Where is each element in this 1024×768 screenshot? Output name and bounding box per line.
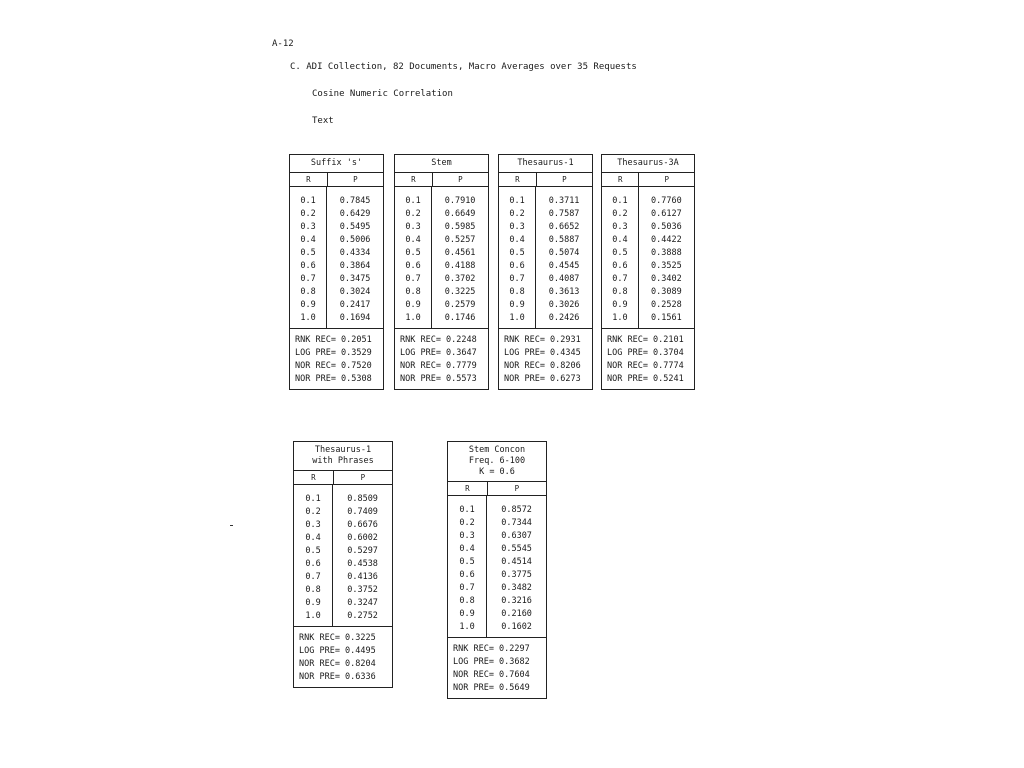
precision-value: 0.1694: [339, 313, 371, 323]
table-suffix-s: [289, 154, 384, 390]
summary-measure: RNK REC= 0.2101: [607, 335, 684, 345]
column-header-p: P: [562, 175, 567, 184]
precision-value: 0.2426: [548, 313, 580, 323]
table-title: [395, 155, 488, 173]
recall-value: 1.0: [509, 313, 525, 323]
recall-value: 0.9: [459, 609, 475, 619]
recall-value: 0.1: [509, 196, 525, 206]
summary-measure: LOG PRE= 0.3682: [453, 657, 530, 667]
precision-value: 0.4514: [501, 557, 532, 567]
column-header-p: P: [664, 175, 669, 184]
table-title: [294, 442, 392, 471]
precision-value: 0.4188: [444, 261, 476, 271]
table-thesaurus-1-phrases: [293, 441, 393, 688]
recall-value: 0.7: [459, 583, 475, 593]
recall-value: 0.5: [459, 557, 475, 567]
subheading: Cosine Numeric Correlation: [312, 89, 453, 99]
precision-value: 0.5545: [501, 544, 532, 554]
recall-value: 0.1: [305, 494, 321, 504]
table-body: [499, 187, 592, 329]
recall-value: 0.6: [509, 261, 525, 271]
recall-value: 0.1: [459, 505, 475, 515]
precision-value: 0.7760: [651, 196, 682, 206]
table-header: [602, 173, 694, 187]
recall-value: 0.6: [305, 559, 321, 569]
precision-value: 0.6002: [347, 533, 378, 543]
precision-value: 0.2160: [501, 609, 532, 619]
precision-value: 0.1561: [651, 313, 682, 323]
recall-value: 1.0: [305, 611, 321, 621]
precision-value: 0.4545: [548, 261, 580, 271]
recall-value: 0.5: [405, 248, 421, 258]
summary-measure: RNK REC= 0.2051: [295, 335, 372, 345]
precision-value: 0.5074: [548, 248, 580, 258]
table-summary: [290, 329, 383, 389]
precision-value: 0.3525: [651, 261, 682, 271]
summary-measure: NOR PRE= 0.5573: [400, 374, 477, 384]
precision-value: 0.3482: [501, 583, 532, 593]
precision-value: 0.3216: [501, 596, 532, 606]
precision-value: 0.3888: [651, 248, 682, 258]
summary-measure: NOR REC= 0.8206: [504, 361, 581, 371]
precision-value: 0.5985: [444, 222, 476, 232]
precision-value: 0.3711: [548, 196, 580, 206]
stray-mark: [230, 525, 233, 526]
precision-value: 0.7845: [339, 196, 371, 206]
table-title: [602, 155, 694, 173]
table-header: [395, 173, 488, 187]
recall-value: 0.3: [305, 520, 321, 530]
summary-measure: LOG PRE= 0.4495: [299, 646, 376, 656]
precision-value: 0.2579: [444, 300, 476, 310]
precision-value: 0.7409: [347, 507, 378, 517]
recall-value: 0.9: [305, 598, 321, 608]
recall-value: 0.5: [612, 248, 628, 258]
precision-value: 0.3089: [651, 287, 682, 297]
precision-value: 0.4136: [347, 572, 378, 582]
precision-value: 0.5036: [651, 222, 682, 232]
column-header-p: P: [458, 175, 463, 184]
column-header-r: R: [499, 173, 537, 186]
precision-value: 0.4561: [444, 248, 476, 258]
precision-value: 0.7910: [444, 196, 476, 206]
precision-value: 0.5297: [347, 546, 378, 556]
recall-value: 0.1: [612, 196, 628, 206]
recall-value: 0.2: [459, 518, 475, 528]
precision-value: 0.2752: [347, 611, 378, 621]
precision-value: 0.6307: [501, 531, 532, 541]
table-title-line: K = 0.6: [479, 467, 515, 477]
table-summary: [602, 329, 694, 389]
recall-value: 0.4: [459, 544, 475, 554]
table-summary: [499, 329, 592, 389]
recall-value: 0.8: [612, 287, 628, 297]
precision-value: 0.5887: [548, 235, 580, 245]
summary-measure: LOG PRE= 0.3704: [607, 348, 684, 358]
table-title: [499, 155, 592, 173]
page-number: A-12: [272, 39, 294, 49]
table-summary: [294, 627, 392, 687]
recall-value: 0.5: [305, 546, 321, 556]
recall-value: 0.7: [405, 274, 421, 284]
table-title-line: Freq. 6-100: [468, 456, 526, 466]
column-header-p: P: [514, 484, 520, 493]
precision-value: 0.2528: [651, 300, 682, 310]
table-header: [499, 173, 592, 187]
table-body: [448, 496, 546, 638]
recall-value: 0.9: [509, 300, 525, 310]
precision-value: 0.6676: [347, 520, 378, 530]
precision-value: 0.3613: [548, 287, 580, 297]
column-header-r: R: [290, 173, 328, 186]
recall-value: 0.4: [405, 235, 421, 245]
recall-value: 0.4: [300, 235, 316, 245]
precision-value: 0.7344: [501, 518, 532, 528]
table-header: [448, 482, 546, 496]
precision-value: 0.3225: [444, 287, 476, 297]
summary-measure: RNK REC= 0.2297: [453, 644, 530, 654]
table-summary: [448, 638, 546, 698]
summary-measure: NOR REC= 0.7774: [607, 361, 684, 371]
recall-value: 0.7: [612, 274, 628, 284]
table-title: [448, 442, 546, 482]
recall-value: 0.3: [509, 222, 525, 232]
precision-value: 0.3026: [548, 300, 580, 310]
recall-value: 0.3: [300, 222, 316, 232]
precision-value: 0.4334: [339, 248, 371, 258]
recall-value: 0.6: [300, 261, 316, 271]
recall-value: 0.5: [509, 248, 525, 258]
summary-measure: NOR PRE= 0.5308: [295, 374, 372, 384]
precision-value: 0.3024: [339, 287, 371, 297]
table-title-line: Thesaurus-1: [314, 445, 372, 455]
recall-value: 0.8: [509, 287, 525, 297]
recall-value: 0.3: [459, 531, 475, 541]
precision-value: 0.2417: [339, 300, 371, 310]
recall-value: 0.9: [300, 300, 316, 310]
table-summary: [395, 329, 488, 389]
recall-value: 0.9: [612, 300, 628, 310]
precision-value: 0.8572: [501, 505, 532, 515]
recall-value: 0.8: [405, 287, 421, 297]
summary-measure: RNK REC= 0.2931: [504, 335, 581, 345]
table-header: [290, 173, 383, 187]
recall-value: 0.1: [300, 196, 316, 206]
table-body: [395, 187, 488, 329]
table-thesaurus-3a: [601, 154, 695, 390]
recall-value: 0.4: [612, 235, 628, 245]
column-header-r: R: [602, 173, 639, 186]
table-body: [294, 485, 392, 627]
precision-value: 0.5006: [339, 235, 371, 245]
summary-measure: NOR REC= 0.8204: [299, 659, 376, 669]
precision-value: 0.6652: [548, 222, 580, 232]
heading: C. ADI Collection, 82 Documents, Macro Averages over 35 Requests: [290, 62, 637, 72]
precision-value: 0.3775: [501, 570, 532, 580]
table-title-line: Stem: [431, 158, 452, 168]
precision-value: 0.4087: [548, 274, 580, 284]
precision-value: 0.5495: [339, 222, 371, 232]
recall-value: 0.6: [405, 261, 421, 271]
recall-value: 0.2: [509, 209, 525, 219]
precision-value: 0.4422: [651, 235, 682, 245]
recall-value: 1.0: [459, 622, 475, 632]
recall-value: 1.0: [300, 313, 316, 323]
precision-value: 0.3247: [347, 598, 378, 608]
recall-value: 0.2: [305, 507, 321, 517]
precision-value: 0.3475: [339, 274, 371, 284]
recall-value: 0.3: [405, 222, 421, 232]
table-title-line: Stem Concon: [468, 445, 526, 455]
table-title-line: Thesaurus-3A: [617, 158, 679, 168]
summary-measure: LOG PRE= 0.4345: [504, 348, 581, 358]
table-body: [602, 187, 694, 329]
table-body: [290, 187, 383, 329]
summary-measure: RNK REC= 0.3225: [299, 633, 376, 643]
recall-value: 0.7: [300, 274, 316, 284]
recall-value: 0.8: [300, 287, 316, 297]
recall-value: 1.0: [612, 313, 628, 323]
table-title: [290, 155, 383, 173]
precision-value: 0.1746: [444, 313, 476, 323]
summary-measure: RNK REC= 0.2248: [400, 335, 477, 345]
table-title-line: Thesaurus-1: [517, 158, 574, 168]
table-stem-concon: [447, 441, 547, 699]
recall-value: 1.0: [405, 313, 421, 323]
table-title-line: with Phrases: [312, 456, 374, 466]
recall-value: 0.2: [405, 209, 421, 219]
summary-measure: NOR PRE= 0.5241: [607, 374, 684, 384]
table-title-line: Suffix 's': [310, 158, 363, 168]
subheading-text: Text: [312, 116, 334, 126]
recall-value: 0.4: [509, 235, 525, 245]
recall-value: 0.8: [459, 596, 475, 606]
summary-measure: LOG PRE= 0.3529: [295, 348, 372, 358]
recall-value: 0.5: [300, 248, 316, 258]
summary-measure: NOR REC= 0.7604: [453, 670, 530, 680]
recall-value: 0.6: [612, 261, 628, 271]
recall-value: 0.7: [305, 572, 321, 582]
column-header-r: R: [395, 173, 433, 186]
column-header-p: P: [360, 473, 366, 482]
recall-value: 0.8: [305, 585, 321, 595]
precision-value: 0.5257: [444, 235, 476, 245]
summary-measure: NOR REC= 0.7520: [295, 361, 372, 371]
column-header-r: R: [448, 482, 488, 495]
precision-value: 0.3752: [347, 585, 378, 595]
recall-value: 0.1: [405, 196, 421, 206]
recall-value: 0.2: [612, 209, 628, 219]
precision-value: 0.6429: [339, 209, 371, 219]
recall-value: 0.4: [305, 533, 321, 543]
recall-value: 0.9: [405, 300, 421, 310]
recall-value: 0.6: [459, 570, 475, 580]
precision-value: 0.1602: [501, 622, 532, 632]
summary-measure: NOR PRE= 0.6273: [504, 374, 581, 384]
recall-value: 0.7: [509, 274, 525, 284]
precision-value: 0.8509: [347, 494, 378, 504]
precision-value: 0.4538: [347, 559, 378, 569]
precision-value: 0.3864: [339, 261, 371, 271]
table-thesaurus-1: [498, 154, 593, 390]
recall-value: 0.3: [612, 222, 628, 232]
recall-value: 0.2: [300, 209, 316, 219]
precision-value: 0.6649: [444, 209, 476, 219]
table-stem: [394, 154, 489, 390]
summary-measure: LOG PRE= 0.3647: [400, 348, 477, 358]
summary-measure: NOR REC= 0.7779: [400, 361, 477, 371]
summary-measure: NOR PRE= 0.6336: [299, 672, 376, 682]
precision-value: 0.7587: [548, 209, 580, 219]
table-header: [294, 471, 392, 485]
summary-measure: NOR PRE= 0.5649: [453, 683, 530, 693]
precision-value: 0.3702: [444, 274, 476, 284]
precision-value: 0.6127: [651, 209, 682, 219]
column-header-r: R: [294, 471, 334, 484]
column-header-p: P: [353, 175, 358, 184]
precision-value: 0.3402: [651, 274, 682, 284]
